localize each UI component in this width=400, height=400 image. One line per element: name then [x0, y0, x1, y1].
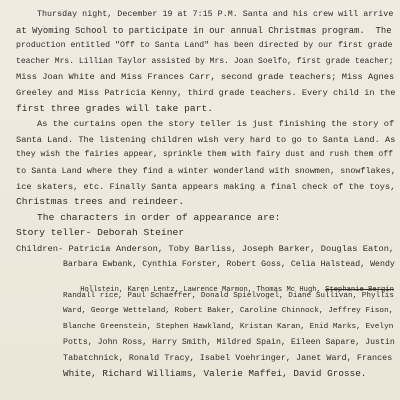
text-line: Barbara Ewbank, Cynthia Forster, Robert Goss, Celia Halstead, Wendy: [63, 259, 395, 269]
text-line: to Santa Land where they find a winter wonderland with snowmen, snowflakes,: [16, 166, 396, 176]
text-line: Blanche Greenstein, Stephen Hawkland, Kristan Karan, Enid Marks, Evelyn: [63, 323, 394, 331]
text-line: As the curtains open the story teller is just finishing the story of: [37, 119, 395, 130]
text-line: Greeley and Miss Patricia Kenny, third grade teachers. Every child in the: [16, 88, 396, 98]
text-line: ice skaters, etc. Finally Santa appears making a final check of the toys,: [16, 181, 396, 192]
text-line: first three grades will take part.: [16, 102, 214, 114]
text-line: Children- Patricia Anderson, Toby Barliss, Joseph Barker, Douglas Eaton,: [16, 244, 395, 254]
text-line: Tabatchnick, Ronald Tracy, Isabel Voehringer, Janet Ward, Frances: [63, 353, 393, 364]
text-line: The characters in order of appearance are:: [37, 211, 281, 223]
text-line: Christmas trees and reindeer.: [16, 196, 185, 208]
text-line: Santa Land. The listening children wish very hard to go to Santa Land. As: [16, 134, 396, 145]
text-segment: Hollstein, Karen Lentz, Lawrence Marmon, Thomas Mc Hugh,: [80, 286, 326, 295]
text-line: Potts, John Ross, Harry Smith, Mildred Spain, Eileen Sapare, Justin: [63, 337, 395, 347]
text-line: teacher Mrs. Lillian Taylor assisted by Mrs. Joan Soelfo, first grade teacher;: [16, 56, 394, 66]
text-line: Story teller- Deborah Steiner: [16, 227, 185, 239]
text-line: Randall rice, Paul Schaeffer, Donald Spielvogel, Diane Sullivan, Phyllis: [63, 291, 394, 300]
text-line: White, Richard Williams, Valerie Maffei, David Grosse.: [63, 367, 367, 379]
struck-out-name: Stephanie Bergin: [325, 286, 394, 295]
text-line: production entitled "Off to Santa Land" has been directed by our first grade: [16, 41, 393, 51]
text-line: they wish the fairies appear, sprinkle them with fairy dust and rush them off: [16, 150, 394, 160]
text-line: Ward, George Wetteland, Robert Baker, Caroline Chinnock, Jeffrey Fison,: [63, 307, 394, 316]
text-line: Miss Joan White and Miss Frances Carr, second grade teachers; Miss Agnes: [16, 72, 395, 83]
text-line: Thursday night, December 19 at 7:15 P.M. Santa and his crew will arrive: [37, 10, 394, 19]
text-line: at Wyoming School to participate in our annual Christmas program. The: [16, 25, 392, 36]
